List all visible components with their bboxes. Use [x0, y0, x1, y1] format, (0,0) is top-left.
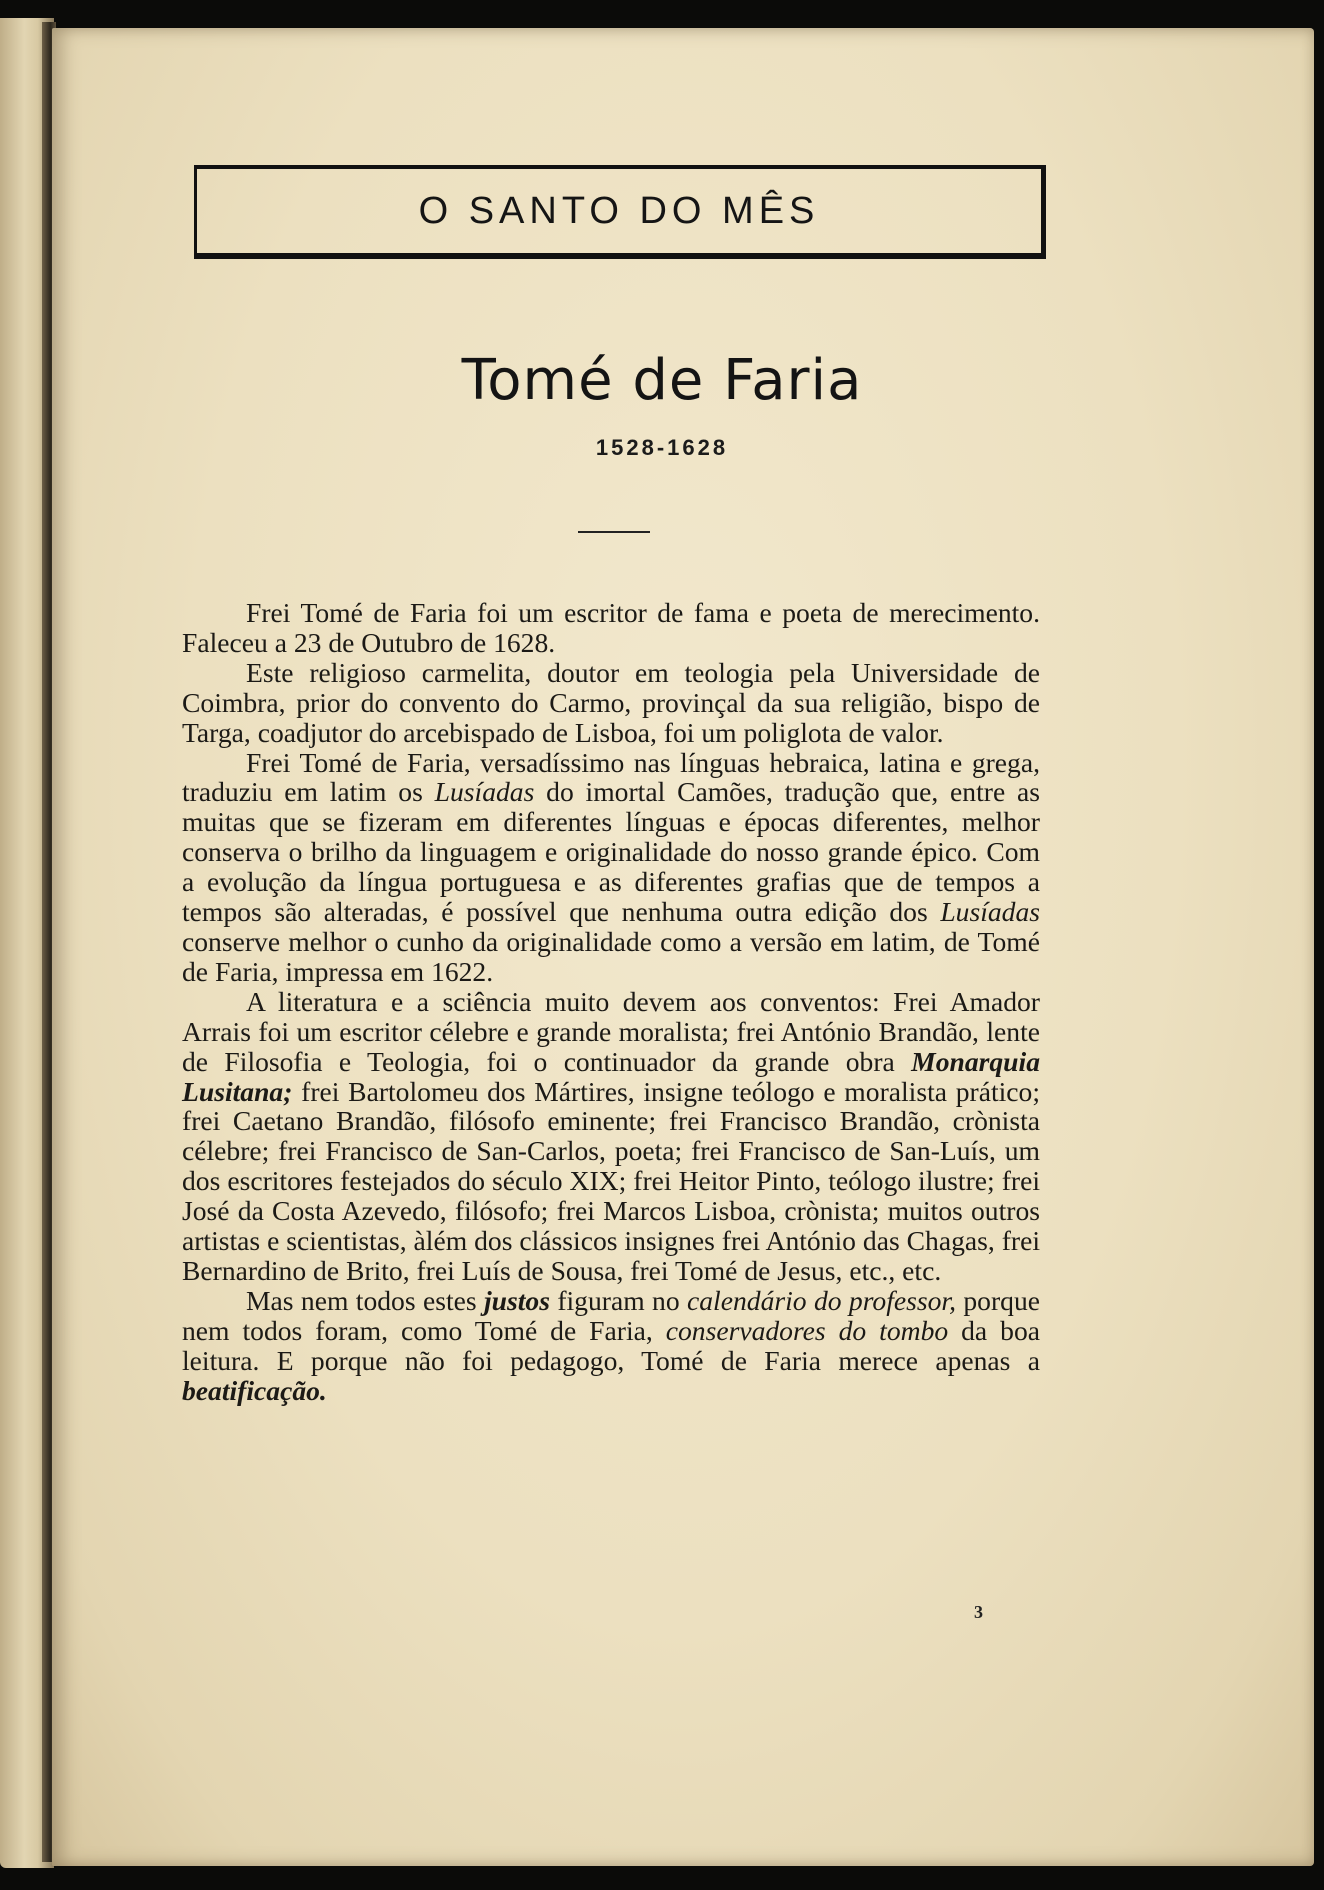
paragraph-text: A literatura e a sciência muito devem aos conventos: Frei Amador Arrais foi um escritor célebre e grande moralista; frei António Brandão, lente de Filosofia e Teologia, foi o continuador da grande obra — [182, 985, 1040, 1077]
emphasized-text: calendário do professor, — [687, 1284, 956, 1316]
body-paragraph — [182, 987, 1040, 1286]
body-paragraph — [182, 1286, 1040, 1406]
article-dates: 1528-1628 — [595, 435, 729, 460]
section-header-box — [194, 165, 1046, 259]
paragraph-text: Mas nem todos estes — [246, 1284, 484, 1316]
emphasized-text: beatificação. — [182, 1374, 327, 1406]
emphasized-text: conservadores do tombo — [665, 1314, 949, 1346]
emphasized-text: Lusíadas — [434, 776, 535, 808]
emphasized-text: Monarquia Lusitana; — [182, 1045, 1040, 1107]
article-body — [182, 598, 1040, 1405]
paragraph-text: conserve melhor o cunho da originalidade como a versão em latim, de Tomé de Faria, impressa em 1622. — [182, 925, 1040, 987]
body-paragraph — [182, 598, 1040, 658]
emphasized-text: justos — [483, 1284, 550, 1316]
emphasized-text: Lusíadas — [940, 896, 1040, 928]
paragraph-text: da boa leitura. E porque não foi pedagogo, Tomé de Faria merece apenas a — [182, 1314, 1040, 1376]
paragraph-text: Este religioso carmelita, doutor em teologia pela Universidade de Coimbra, prior do convento do Carmo, provinçal da sua religião, bispo de Targa, coadjutor do arcebispado de Lisboa, foi um poliglota de valor. — [182, 656, 1040, 748]
paragraph-text: Frei Tomé de Faria, versadíssimo nas línguas hebraica, latina e grega, traduziu em latim os — [182, 746, 1040, 808]
article-title: Tomé de Faria — [461, 348, 863, 413]
page-number: 3 — [974, 1602, 983, 1622]
paragraph-text: porque nem todos foram, como Tomé de Faria, — [182, 1284, 1041, 1346]
paragraph-text: frei Bartolomeu dos Mártires, insigne teólogo e moralista prático; frei Caetano Brandão, filósofo eminente; frei Francisco Brandão, crònista célebre; frei Francisco de San-Carlos, poeta; frei Francisco de San-Luís, um dos escritores festejados do século XIX; frei Heitor Pinto, teólogo ilustre; frei José da Costa Azevedo, filósofo; frei Marcos Lisboa, crònista; muitos outros artistas e scientistas, àlém dos clássicos insignes frei António das Chagas, frei Bernardino de Brito, frei Luís de Sousa, frei Tomé de Jesus, etc., etc. — [182, 1075, 1040, 1286]
paragraph-text: Frei Tomé de Faria foi um escritor de fama e poeta de merecimento. Faleceu a 23 de Outubro de 1628. — [182, 597, 1040, 658]
paragraph-text: figuram no — [549, 1284, 688, 1316]
section-header-label: O SANTO DO MÊS — [418, 189, 820, 232]
body-paragraph — [182, 658, 1040, 748]
title-divider — [578, 531, 650, 533]
paragraph-text: do imortal Camões, tradução que, entre as muitas que se fizeram em diferentes línguas e épocas diferentes, melhor conserva o brilho da linguagem e originalidade do nosso grande épico. Com a evolução da língua portuguesa e as diferentes grafias que de tempos a tempos são alteradas, é possível que nenhuma outra edição dos — [182, 776, 1040, 928]
body-paragraph — [182, 748, 1040, 987]
